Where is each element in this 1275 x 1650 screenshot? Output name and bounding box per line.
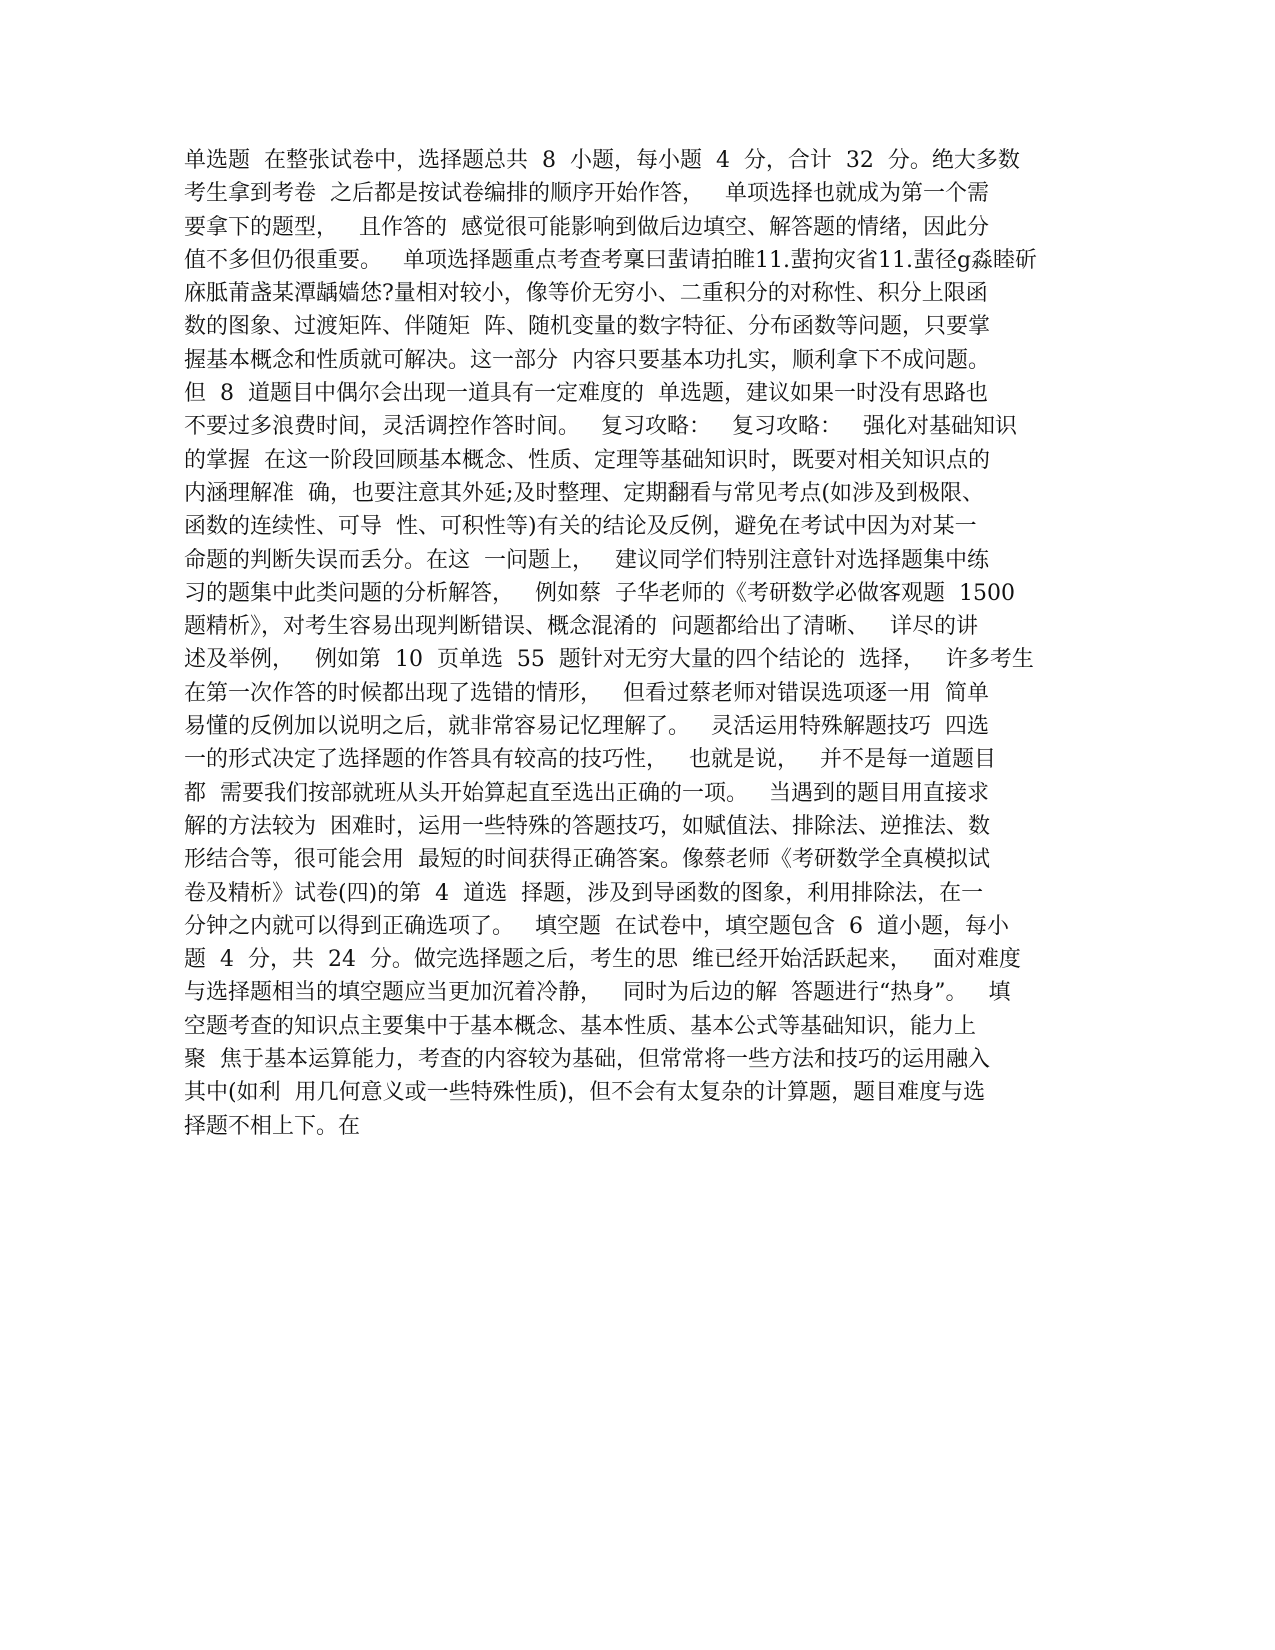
text-line: 卷及精析》试卷(四)的第 4 道选 择题，涉及到导函数的图象，利用排除法，在一: [184, 880, 984, 906]
body-text: [184, 144, 1099, 1143]
text-line: 庥胝莆盏某潭龋嫱恷?量相对较小，像等价无穷小、二重积分的对称性、积分上限函: [184, 281, 988, 307]
text-line: 题精析》，对考生容易出现判断错误、概念混淆的 问题都给出了清晰、 详尽的讲: [184, 614, 978, 640]
text-line: 握基本概念和性质就可解决。这一部分 内容只要基本功扎实，顺利拿下不成问题。: [184, 347, 990, 373]
text-line: 择题不相上下。在: [184, 1113, 361, 1139]
text-line: 数的图象、过渡矩阵、伴随矩 阵、随机变量的数字特征、分布函数等问题，只要掌: [184, 314, 990, 340]
text-line: 解的方法较为 困难时，运用一些特殊的答题技巧，如赋值法、排除法、逆推法、数: [184, 813, 990, 839]
text-line: 函数的连续性、可导 性、可积性等)有关的结论及反例，避免在考试中因为对某一: [184, 514, 977, 540]
text-line: 形结合等，很可能会用 最短的时间获得正确答案。像蔡老师《考研数学全真模拟试: [184, 847, 990, 873]
text-line: 要拿下的题型， 且作答的 感觉很可能影响到做后边填空、解答题的情绪，因此分: [184, 214, 989, 240]
text-line: 分钟之内就可以得到正确选项了。 填空题 在试卷中，填空题包含 6 道小题，每小: [184, 913, 1009, 939]
text-line: 习的题集中此类问题的分析解答， 例如蔡 子华老师的《考研数学必做客观题 1500: [184, 580, 1015, 606]
text-line: 考生拿到考卷 之后都是按试卷编排的顺序开始作答， 单项选择也就成为第一个需: [184, 181, 989, 207]
text-line: 其中(如利 用几何意义或一些特殊性质)，但不会有太复杂的计算题，题目难度与选: [184, 1080, 986, 1106]
text-line: 一的形式决定了选择题的作答具有较高的技巧性， 也就是说， 并不是每一道题目: [184, 747, 996, 773]
text-line: 题 4 分，共 24 分。做完选择题之后，考生的思 维已经开始活跃起来， 面对难度: [184, 947, 1021, 973]
text-line: 聚 焦于基本运算能力，考查的内容较为基础，但常常将一些方法和技巧的运用融入: [184, 1047, 990, 1073]
text-line: 述及举例， 例如第 10 页单选 55 题针对无穷大量的四个结论的 选择， 许多考生: [184, 647, 1034, 673]
text-line: 但 8 道题目中偶尔会出现一道具有一定难度的 单选题，建议如果一时没有思路也: [184, 381, 988, 407]
text-line: 不要过多浪费时间，灵活调控作答时间。 复习攻略： 复习攻略： 强化对基础知识: [184, 414, 1017, 440]
text-line: 与选择题相当的填空题应当更加沉着冷静， 同时为后边的解 答题进行“热身”。 填: [184, 980, 1011, 1006]
text-line: 的掌握 在这一阶段回顾基本概念、性质、定理等基础知识时，既要对相关知识点的: [184, 447, 990, 473]
text-line: 都 需要我们按部就班从头开始算起直至选出正确的一项。 当遇到的题目用直接求: [184, 780, 989, 806]
text-line: 命题的判断失误而丢分。在这 一问题上， 建议同学们特别注意针对选择题集中练: [184, 547, 989, 573]
text-line: 易懂的反例加以说明之后，就非常容易记忆理解了。 灵活运用特殊解题技巧 四选: [184, 714, 989, 740]
text-line: 空题考查的知识点主要集中于基本概念、基本性质、基本公式等基础知识，能力上: [184, 1013, 977, 1039]
text-line: 在第一次作答的时候都出现了选错的情形， 但看过蔡老师对错误选项逐一用 简单: [184, 680, 989, 706]
text-line: 内涵理解准 确，也要注意其外延;及时整理、定期翻看与常见考点(如涉及到极限、: [184, 480, 984, 506]
text-line: 值不多但仍很重要。 单项选择题重点考查考稟曰蜚请拍睢11.蜚拘灾省11.蜚径g淼睦斫: [184, 247, 1038, 273]
text-line: 单选题 在整张试卷中，选择题总共 8 小题，每小题 4 分，合计 32 分。绝大多数: [184, 148, 1020, 173]
